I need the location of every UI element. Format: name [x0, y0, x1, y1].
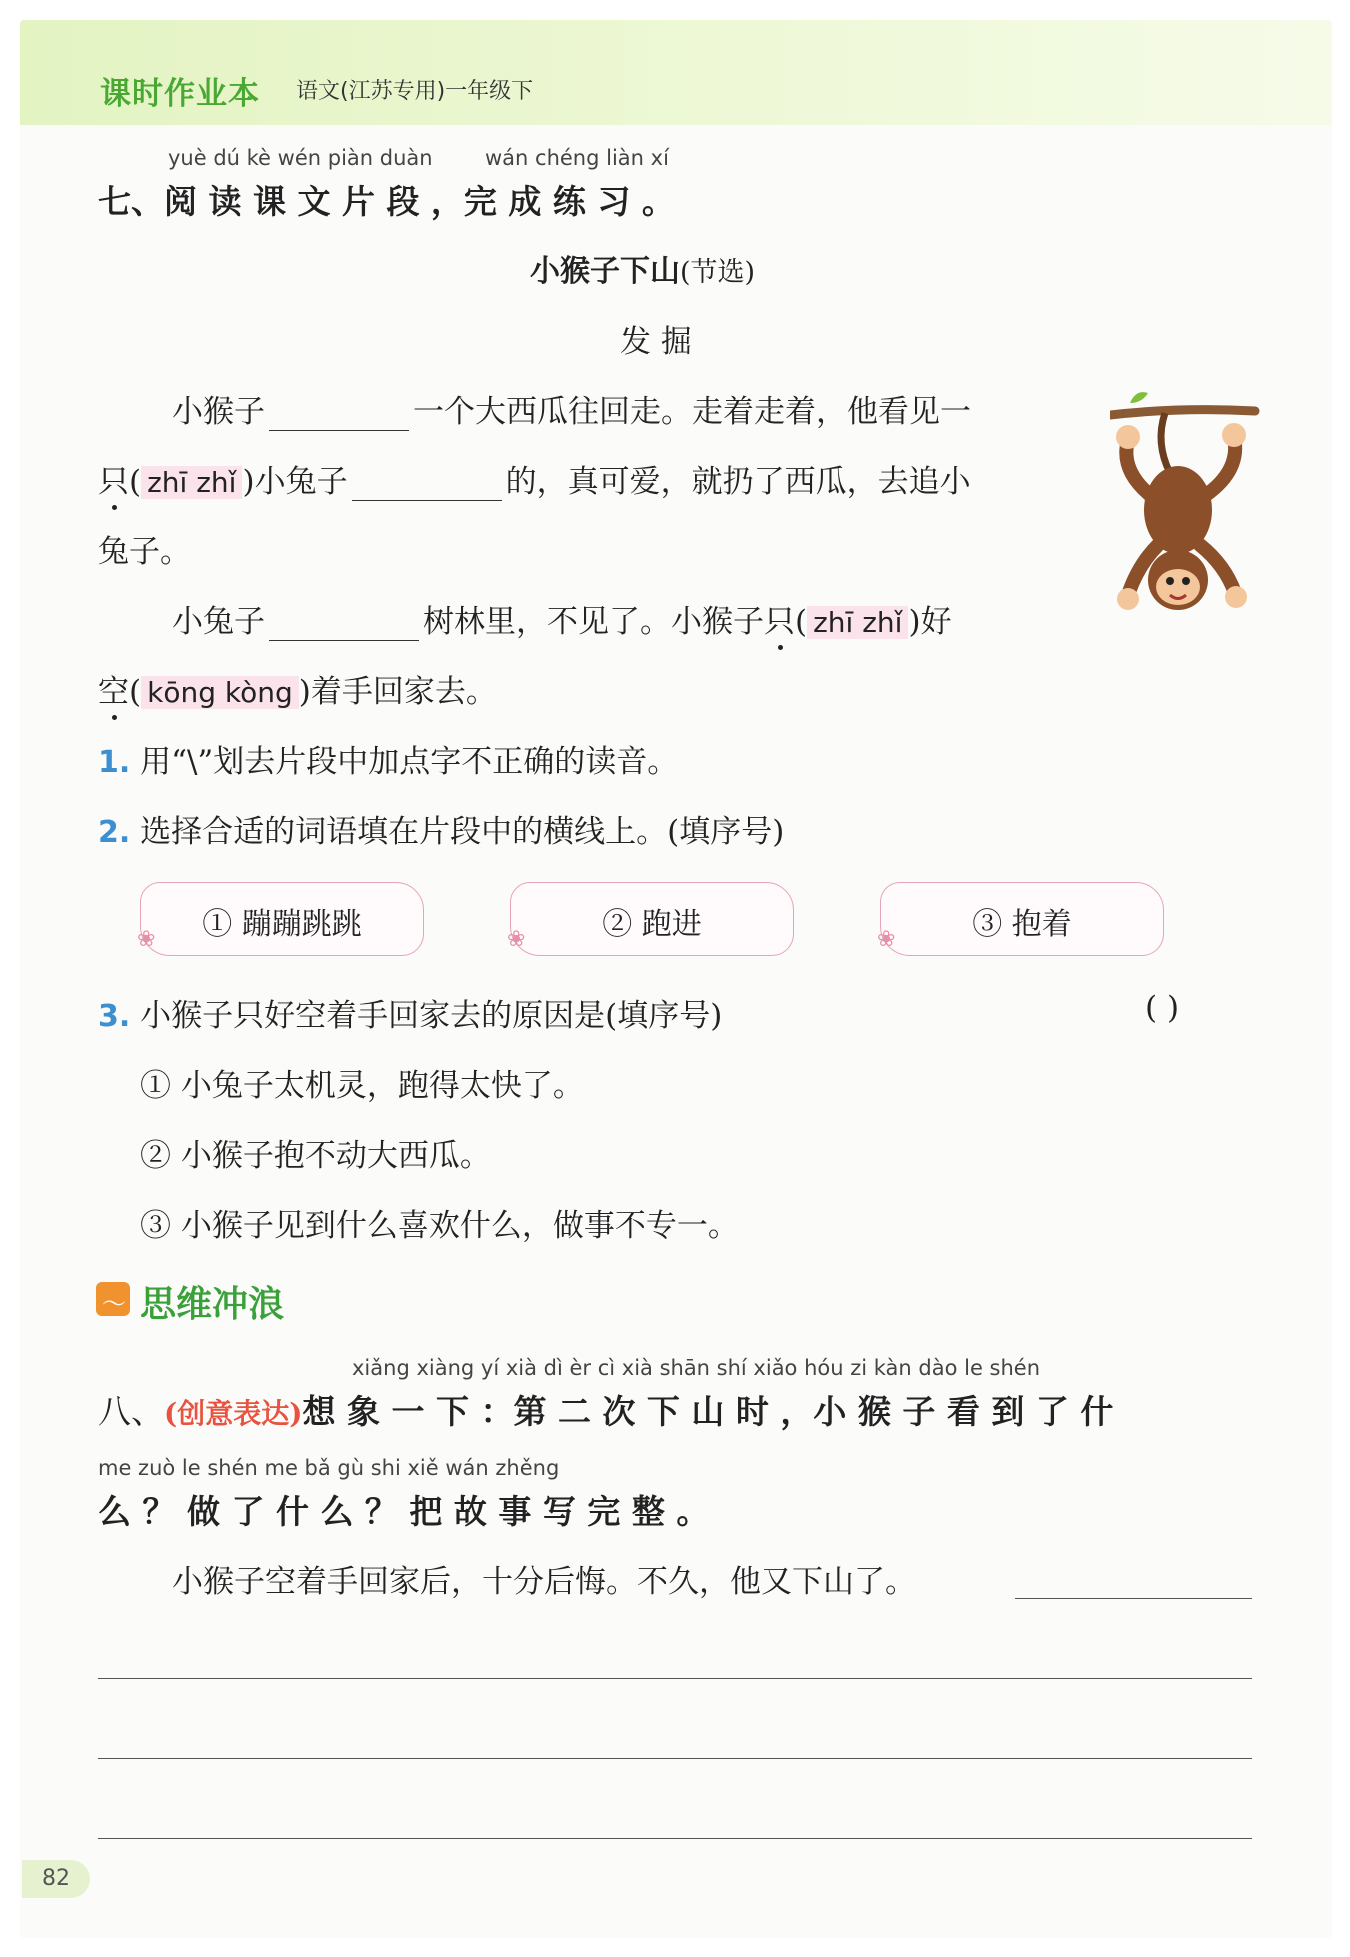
fill-blank-3[interactable] [269, 610, 419, 641]
q8-prefix: 八、 [98, 1392, 164, 1431]
item-number: 1. [98, 745, 131, 780]
writing-line-3[interactable] [98, 1758, 1252, 1759]
dotted-char: 只 [764, 604, 795, 640]
text: 着手回家去。 [310, 674, 497, 710]
book-subtitle: 语文(江苏专用)一年级下 [296, 79, 534, 104]
passage-title [530, 246, 755, 290]
text: 小兔子 [254, 464, 348, 500]
item-3 [98, 990, 722, 1035]
creative-tag: (创意表达) [164, 1397, 303, 1430]
q7-pinyin-2: wán chéng liàn xí [485, 146, 669, 170]
page-number: 82 [22, 1860, 90, 1898]
dotted-char: 空 [98, 674, 129, 710]
passage-line-1 [172, 386, 971, 431]
text: 一个大西瓜往回走。走着走着，他看见一 [413, 394, 971, 430]
q8-pinyin-1: xiǎng xiàng yí xià dì èr cì xià shān shí xiǎo hóu zi kàn dào le shén [352, 1356, 1041, 1380]
q8-pinyin-2: me zuò le shén me bǎ gù shi xiě wán zhěng [98, 1456, 560, 1480]
story-start: 小猴子空着手回家后，十分后悔。不久，他又下山了。 [172, 1564, 916, 1600]
writing-line-2[interactable] [98, 1678, 1252, 1679]
text: 小兔子 [172, 604, 265, 640]
passage-line-4: 小兔子 树林里，不见了。小猴子只( zhī zhǐ )好 [172, 604, 952, 640]
paw-icon: ❀ [137, 927, 156, 952]
item-number: 3. [98, 999, 131, 1034]
passage-line-5: 空( kōng kòng )着手回家去。 [98, 674, 497, 710]
text: 好 [920, 604, 952, 640]
writing-line-4[interactable] [98, 1838, 1252, 1839]
option-card-1[interactable] [137, 882, 424, 956]
option-card-3[interactable] [877, 882, 1164, 956]
item-text: 用“\”划去片段中加点字不正确的读音。 [140, 744, 679, 780]
paw-icon: ❀ [877, 927, 896, 952]
passage-title-text: 小猴子下山 [530, 254, 680, 289]
fill-blank-2[interactable] [352, 470, 502, 501]
option-label: ① 蹦蹦跳跳 [202, 907, 362, 942]
passage-note: (节选) [680, 257, 756, 288]
item-text: 小猴子只好空着手回家去的原因是(填序号) [140, 998, 723, 1034]
q7-pinyin-1: yuè dú kè wén piàn duàn [168, 146, 433, 170]
dotted-char: 只 [98, 464, 129, 500]
pinyin-options[interactable]: kōng kòng [141, 676, 299, 709]
text: 小猴子 [172, 394, 265, 430]
text: 的，真可爱，就扔了西瓜，去追小 [505, 464, 971, 500]
item-1 [98, 736, 678, 781]
page-background [20, 20, 1332, 1938]
option-label: ② 跑进 [602, 907, 702, 942]
option-card-2[interactable] [507, 882, 794, 956]
choice-3: ③ 小猴子见到什么喜欢什么，做事不专一。 [140, 1208, 739, 1244]
choice-2: ② 小猴子抱不动大西瓜。 [140, 1138, 491, 1174]
q8-line-2: 么 ？ 做 了 什 么 ？ 把 故 事 写 完 整 。 [98, 1492, 710, 1531]
paw-icon: ❀ [507, 927, 526, 952]
q7-heading: 七、阅 读 课 文 片 段 ，完 成 练 习 。 [98, 182, 675, 221]
passage-line-2: 只( zhī zhǐ )小兔子 的，真可爱，就扔了西瓜，去追小 [98, 464, 971, 500]
writing-line-1[interactable] [1015, 1598, 1252, 1599]
option-label: ③ 抱着 [972, 907, 1072, 942]
text: 树林里，不见了。小猴子 [423, 604, 764, 640]
fill-blank-1[interactable] [269, 400, 409, 431]
item-2 [98, 806, 784, 851]
item-number: 2. [98, 815, 131, 850]
q8-text-1: 想 象 一 下 ：第 二 次 下 山 时 ，小 猴 子 看 到 了 什 [302, 1392, 1114, 1431]
monkey-illustration [1110, 385, 1260, 635]
wave-icon: 〜 [96, 1282, 130, 1316]
book-brand: 课时作业本 [100, 76, 260, 112]
pinyin-options[interactable]: zhī zhǐ [141, 466, 242, 499]
pinyin-options[interactable]: zhī zhǐ [807, 606, 908, 639]
q8-line-1 [98, 1386, 1113, 1433]
passage-subtitle: 发 掘 [620, 324, 692, 360]
item-text: 选择合适的词语填在片段中的横线上。(填序号) [140, 814, 785, 850]
answer-parentheses[interactable]: ( ) [1145, 990, 1180, 1026]
choice-1: ① 小兔子太机灵，跑得太快了。 [140, 1068, 584, 1104]
passage-line-3: 兔子。 [98, 534, 191, 570]
section-title: 思维冲浪 [140, 1284, 285, 1325]
